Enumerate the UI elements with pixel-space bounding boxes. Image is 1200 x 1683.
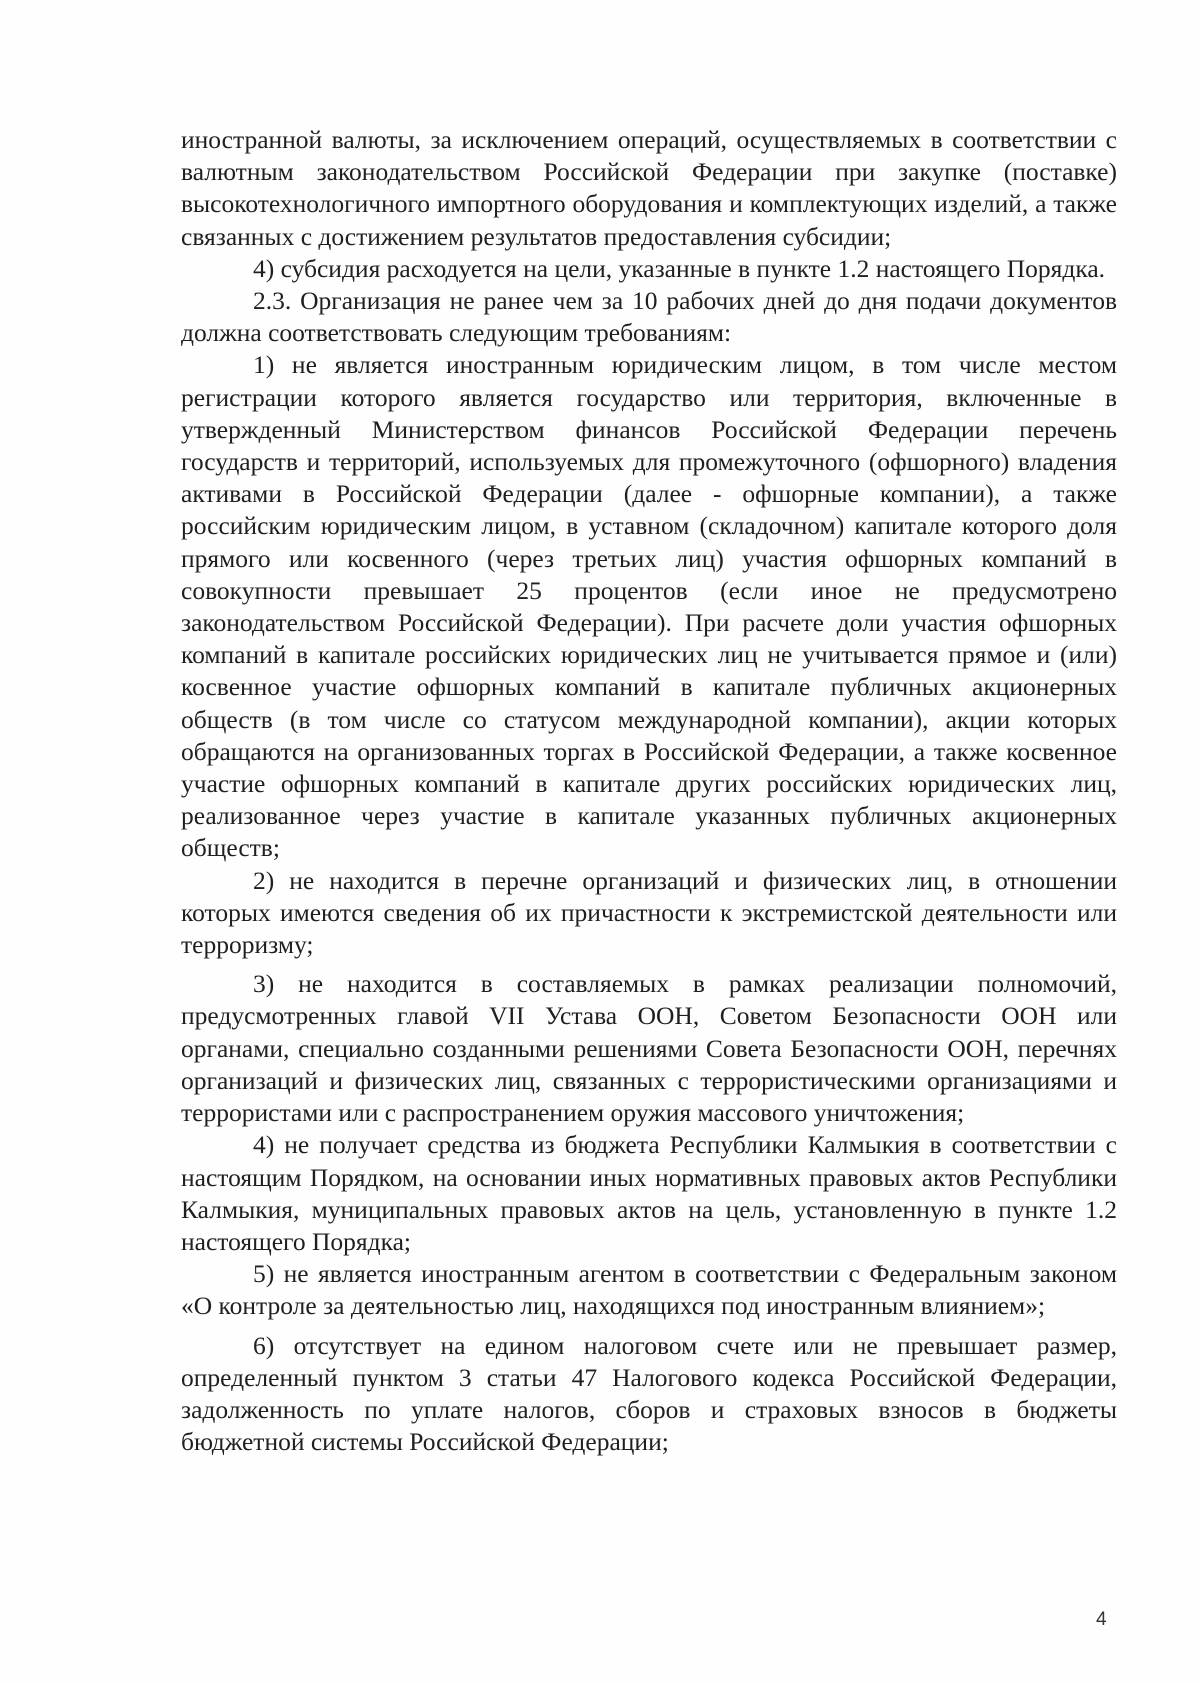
paragraph-section-2-3: 2.3. Организация не ранее чем за 10 рабочих дней до дня подачи документов должна соответствовать следующим требованиям: xyxy=(181,286,1117,348)
page-number: 4 xyxy=(1096,1609,1107,1630)
document-body xyxy=(181,124,1117,1458)
paragraph-requirement-4: 4) не получает средства из бюджета Республики Калмыкия в соответствии с настоящим Порядком, на основании иных нормативных правовых актов Республики Калмыкия, муниципальных правовых актов на цель, установленную в пункте 1.2 настоящего Порядка; xyxy=(181,1130,1117,1256)
paragraph-subsidy-purpose: 4) субсидия расходуется на цели, указанные в пункте 1.2 настоящего Порядка. xyxy=(253,253,1106,283)
paragraph-requirement-3: 3) не находится в составляемых в рамках реализации полномочий, предусмотренных главой VII Устава ООН, Советом Безопасности ООН или органами, специально созданными решениями Совета Безопасности ООН, перечнях организаций и физических лиц, связанных с террористическими организациями и террористами или с распространением оружия массового уничтожения; xyxy=(181,969,1117,1128)
paragraph-currency-exception: иностранной валюты, за исключением операций, осуществляемых в соответствии с валютным законодательством Российской Федерации при закупке (поставке) высокотехнологичного импортного оборудования и комплектующих изделий, а также связанных с достижением результатов предоставления субсидии; xyxy=(181,125,1117,251)
paragraph-requirement-2: 2) не находится в перечне организаций и физических лиц, в отношении которых имеются сведения об их причастности к экстремистской деятельности или терроризму; xyxy=(181,865,1117,960)
paragraph-requirement-6: 6) отсутствует на едином налоговом счете или не превышает размер, определенный пунктом 3 статьи 47 Налогового кодекса Российской Федерации, задолженность по уплате налогов, сборов и страховых взносов в бюджеты бюджетной системы Российской Федерации; xyxy=(181,1330,1117,1457)
paragraph-requirement-5: 5) не является иностранным агентом в соответствии с Федеральным законом «О контроле за деятельностью лиц, находящихся под иностранным влиянием»; xyxy=(181,1259,1117,1321)
paragraph-requirement-1: 1) не является иностранным юридическим лицом, в том числе местом регистрации которого является государство или территория, включенные в утвержденный Министерством финансов Российской Федерации перечень государств и территорий, используемых для промежуточного (офшорного) владения активами в Российской Федерации (далее - офшорные компании), а также российским юридическим лицом, в уставном (складочном) капитале которого доля прямого или косвенного (через третьих лиц) участия офшорных компаний в совокупности превышает 25 процентов (если иное не предусмотрено законодательством Российской Федерации). При расчете доли участия офшорных компаний в капитале российских юридических лиц не учитывается прямое и (или) косвенное участие офшорных компаний в капитале публичных акционерных обществ (в том числе со статусом международной компании), акции которых обращаются на организованных торгах в Российской Федерации, а также косвенное участие офшорных компаний в капитале других российских юридических лиц, реализованное через участие в капитале указанных публичных акционерных обществ; xyxy=(181,350,1117,863)
